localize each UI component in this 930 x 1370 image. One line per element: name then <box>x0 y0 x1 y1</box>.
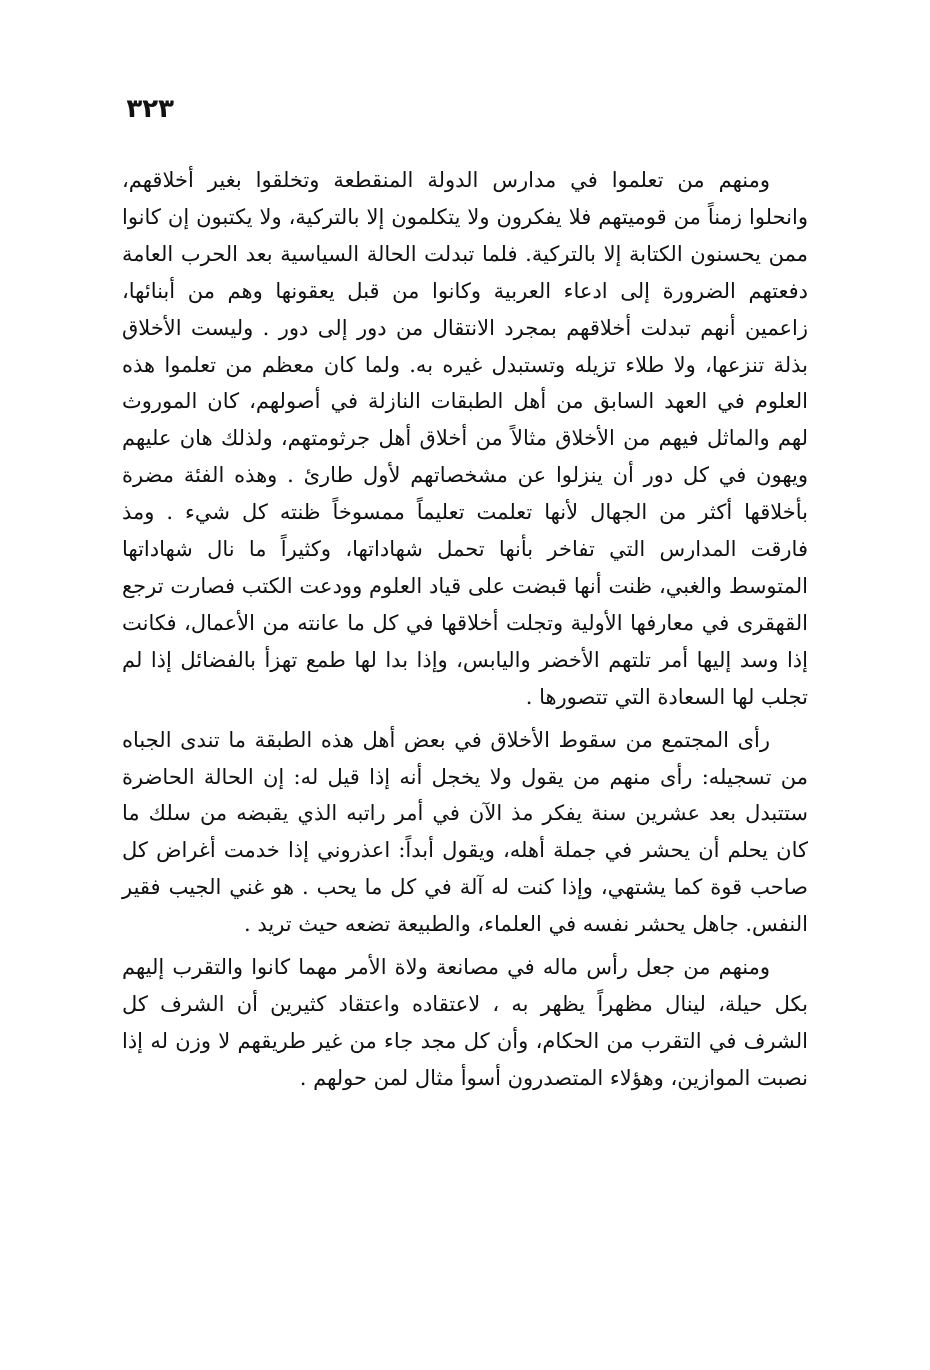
paragraph-1: ومنهم من تعلموا في مدارس الدولة المنقطعة وتخلقوا بغير أخلاقهم، وانحلوا زمناً من قوميتهم فلا يفكرون ولا يتكلمون إلا بالتركية، ولا يكتبون إن كانوا ممن يحسنون الكتابة إلا بالتركية. فلما تبدلت الحالة السياسية بعد الحرب العامة دفعتهم الضرورة إلى ادعاء العربية وكانوا من قبل يعقونها وهم من أبنائها، زاعمين أنهم تبدلت أخلاقهم بمجرد الانتقال من دور إلى دور . وليست الأخلاق بذلة تنزعها، ولا طلاء تزيله وتستبدل غيره به. ولما كان معظم من تعلموا هذه العلوم في العهد السابق من أهل الطبقات النازلة في أصولهم، كان الموروث لهم والماثل فيهم من الأخلاق مثالاً من أخلاق أهل جرثومتهم، ولذلك هان عليهم ويهون في كل دور أن ينزلوا عن مشخصاتهم لأول طارئ . وهذه الفئة مضرة بأخلاقها أكثر من الجهال لأنها تعلمت تعليماً ممسوخاً ظنته كل شيء . ومذ فارقت المدارس التي تفاخر بأنها تحمل شهاداتها، وكثيراً ما نال شهاداتها المتوسط والغبي، ظنت أنها قبضت على قياد العلوم وودعت الكتب فصارت ترجع القهقرى في معارفها الأولية وتجلت أخلاقها في كل ما عانته من الأعمال، فكانت إذا وسد إليها أمر تلتهم الأخضر واليابس، وإذا بدا لها طمع تهزأ بالفضائل إذا لم تجلب لها السعادة التي تتصورها . <box>122 168 808 709</box>
paragraph-3: ومنهم من جعل رأس ماله في مصانعة ولاة الأمر مهما كانوا والتقرب إليهم بكل حيلة، لينال مظهراً يظهر به ، لاعتقاده واعتقاد كثيرين أن الشرف كل الشرف في التقرب من الحكام، وأن كل مجد جاء من غير طريقهم لا وزن له إذا نصبت الموازين، وهؤلاء المتصدرون أسوأ مثال لمن حولهم . <box>122 955 808 1090</box>
page-number: ٣٢٣ <box>126 94 174 124</box>
paragraph-2: رأى المجتمع من سقوط الأخلاق في بعض أهل هذه الطبقة ما تندى الجباه من تسجيله: رأى منهم من يقول ولا يخجل أنه إذا قيل له: إن الحالة الحاضرة ستتبدل بعد عشرين سنة يفكر مذ الآن في أمر راتبه الذي يقبضه من سلك ما كان يحلم أن يحشر في جملة أهله، ويقول أبداً: اعذروني إذا خدمت أغراض كل صاحب قوة كما يشتهي، وإذا كنت له آلة في كل ما يحب . هو غني الجيب فقير النفس. جاهل يحشر نفسه في العلماء، والطبيعة تضعه حيث تريد . <box>122 727 808 937</box>
page-body <box>122 162 808 1097</box>
